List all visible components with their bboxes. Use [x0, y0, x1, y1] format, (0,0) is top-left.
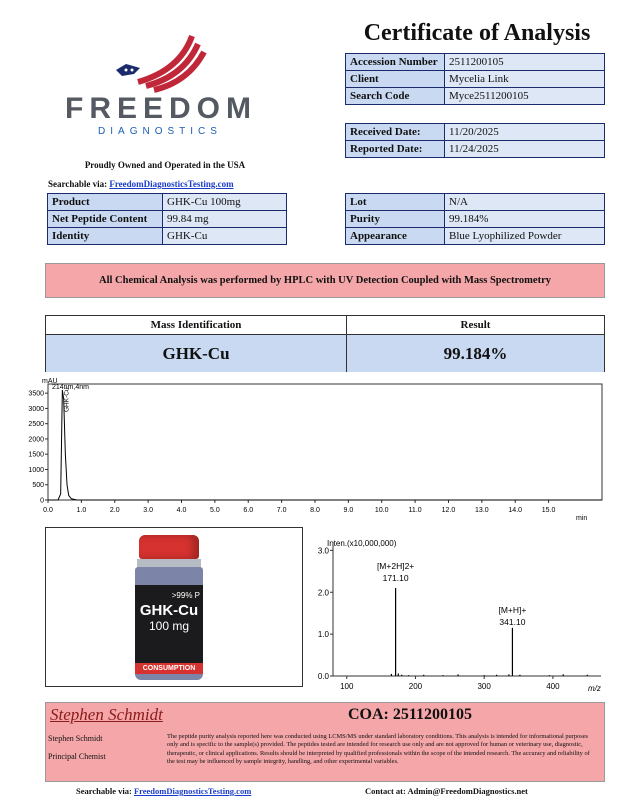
purity-key: Purity: [346, 211, 445, 228]
signature-script: Stephen Schmidt: [50, 705, 163, 724]
chromatogram-x-tick-label: 13.0: [475, 507, 489, 514]
net-peptide-key: Net Peptide Content: [48, 211, 163, 228]
ms-xlabel: m/z: [588, 684, 601, 693]
ms-annotation-label: [M+2H]2+: [376, 561, 415, 572]
chromatogram-series-line: [48, 390, 602, 500]
lot-key: Lot: [346, 194, 445, 211]
mass-value: GHK-Cu: [46, 335, 347, 372]
logo: [60, 30, 260, 142]
table-row: [48, 228, 287, 245]
chromatogram-y-tick-label: 500: [32, 482, 44, 490]
disclaimer: The peptide purity analysis reported here was conducted using LCMS/MS under standard laboratory conditions. This analysis is intended for informational purposes only and is specific to the sample(s) provided. The peptides tested are intended for research use only and are not approved for human or veterinary use, diagnostic, therapeutic, or clinical applications. Results should be interpreted by qualified professionals within the scope of the intended research. The accuracy and reliability of the test may be influenced by sample integrity, handling, and other experimental variables.: [167, 733, 590, 765]
footer-search-link[interactable]: FreedomDiagnosticsTesting.com: [133, 786, 252, 796]
chromatogram-x-tick-label: 9.0: [343, 507, 354, 514]
appearance-value: Blue Lyophilized Powder: [445, 228, 605, 245]
logo-sub: DIAGNOSTICS: [98, 126, 222, 137]
table-row: [346, 228, 605, 245]
footer-contact: Contact at: Admin@FreedomDiagnostics.net: [365, 786, 528, 796]
lot-table: [345, 193, 605, 245]
chromatogram-xlabel: min: [576, 515, 588, 522]
chromatogram-y-tick-label: 2000: [28, 436, 44, 444]
received-key: Received Date:: [346, 124, 445, 141]
client-value: Mycelia Link: [445, 71, 605, 88]
chromatogram-x-tick-label: 12.0: [441, 507, 456, 514]
chromatogram-legend: 214nm,4nm: [52, 384, 89, 391]
product-key: Product: [48, 194, 163, 211]
ms-y-tick-label: 0.0: [317, 672, 329, 681]
ms-x-tick-label: 400: [546, 682, 560, 691]
vial-label: [135, 585, 203, 663]
identity-value: GHK-Cu: [163, 228, 287, 245]
chromatogram-x-tick-label: 10.0: [374, 507, 389, 514]
chromatogram-ylabel: mAU: [42, 378, 58, 385]
accession-value: 2511200105: [445, 54, 605, 71]
footer-search: [76, 786, 251, 796]
vial-label-big: GHK-Cu: [139, 602, 199, 619]
vial-cap: [139, 535, 199, 559]
ms-x-tick-label: 300: [477, 682, 491, 691]
client-key: Client: [346, 71, 445, 88]
purity-value: 99.184%: [445, 211, 605, 228]
vial-label-small: 100 mg: [148, 619, 190, 633]
vial-purity-tag: >99% P: [171, 591, 200, 600]
footer-search-label: Searchable via:: [76, 786, 132, 796]
tagline: Proudly Owned and Operated in the USA: [84, 160, 246, 170]
chromatogram-frame: [48, 384, 602, 500]
chromatogram-x-tick-label: 11.0: [408, 507, 422, 514]
table-row: [346, 54, 605, 71]
vial-neck: [137, 559, 201, 567]
searchable-label: Searchable via:: [48, 179, 108, 189]
product-table: [47, 193, 287, 245]
appearance-key: Appearance: [346, 228, 445, 245]
search-code-value: Myce2511200105: [445, 88, 605, 105]
ms-x-tick-label: 200: [408, 682, 423, 691]
chromatogram-x-tick-label: 14.0: [508, 507, 523, 514]
mass-header: Mass Identification: [46, 316, 347, 334]
table-row: [346, 141, 605, 158]
chromatogram-chart: [30, 376, 610, 522]
ms-ylabel: Inten.(x10,000,000): [327, 539, 397, 548]
result-header: Result: [460, 319, 491, 331]
chromatogram-y-tick-label: 3000: [28, 405, 44, 413]
chromatogram-y-tick-label: 1000: [28, 466, 44, 474]
chromatogram-x-tick-label: 7.0: [276, 507, 287, 514]
vial-footer: CONSUMPTION: [135, 663, 203, 674]
chromatogram-y-tick-label: 2500: [28, 421, 44, 429]
ms-x-tick-label: 100: [340, 682, 354, 691]
chromatogram-x-tick-label: 1.0: [76, 507, 87, 514]
reported-key: Reported Date:: [346, 141, 445, 158]
signer-name: Stephen Schmidt: [48, 734, 103, 743]
lot-value: N/A: [445, 194, 605, 211]
ms-y-tick-label: 2.0: [317, 588, 329, 598]
method-banner-text: All Chemical Analysis was performed by HPLC with UV Detection Coupled with Mass Spectrometry: [99, 275, 551, 286]
vial-image: [133, 535, 205, 680]
table-row: [48, 194, 287, 211]
reported-value: 11/24/2025: [445, 141, 605, 158]
page-title: Certificate of Analysis: [363, 20, 591, 46]
accession-table: [345, 53, 605, 105]
received-value: 11/20/2025: [445, 124, 605, 141]
method-banner: [45, 263, 605, 298]
coa-number: COA: 2511200105: [348, 706, 472, 723]
chromatogram-x-tick-label: 6.0: [243, 507, 254, 514]
logo-name: FREEDOM: [65, 92, 257, 125]
table-row: [346, 88, 605, 105]
product-value: GHK-Cu 100mg: [163, 194, 287, 211]
dates-table: [345, 123, 605, 158]
accession-key: Accession Number: [346, 54, 445, 71]
table-row: [346, 124, 605, 141]
identity-key: Identity: [48, 228, 163, 245]
table-row: [48, 211, 287, 228]
table-row: [346, 71, 605, 88]
chromatogram-y-tick-label: 0: [40, 497, 44, 505]
ms-annotation-mz: 341.10: [499, 617, 526, 628]
chromatogram-x-tick-label: 0.0: [43, 507, 53, 514]
table-row: [346, 194, 605, 211]
chromatogram-x-tick-label: 15.0: [541, 507, 556, 514]
result-value: 99.184%: [443, 344, 508, 363]
chromatogram-x-tick-label: 4.0: [176, 507, 187, 514]
chromatogram-x-tick-label: 3.0: [143, 507, 153, 514]
signer-role: Principal Chemist: [48, 752, 106, 761]
mass-table: [45, 315, 605, 372]
mass-spectrum-chart: [305, 536, 610, 696]
search-code-key: Search Code: [346, 88, 445, 105]
searchable-link[interactable]: FreedomDiagnosticsTesting.com: [109, 179, 234, 189]
chromatogram-y-tick-label: 1500: [28, 451, 44, 459]
chromatogram-y-tick-label: 3500: [28, 390, 44, 398]
net-peptide-value: 99.84 mg: [163, 211, 287, 228]
chromatogram-x-tick-label: 2.0: [109, 507, 120, 514]
table-row: [346, 211, 605, 228]
chromatogram-peak-label: GHK-Cu: [63, 387, 71, 412]
logo-stripes-icon: [60, 30, 260, 100]
ms-annotation-label: [M+H]+: [498, 605, 527, 616]
chromatogram-x-tick-label: 8.0: [310, 507, 320, 514]
ms-y-tick-label: 3.0: [317, 546, 329, 556]
ms-annotation-mz: 171.10: [382, 573, 409, 584]
chromatogram-x-tick-label: 5.0: [210, 507, 220, 514]
ms-y-tick-label: 1.0: [317, 630, 329, 640]
searchable-line: [48, 179, 234, 189]
